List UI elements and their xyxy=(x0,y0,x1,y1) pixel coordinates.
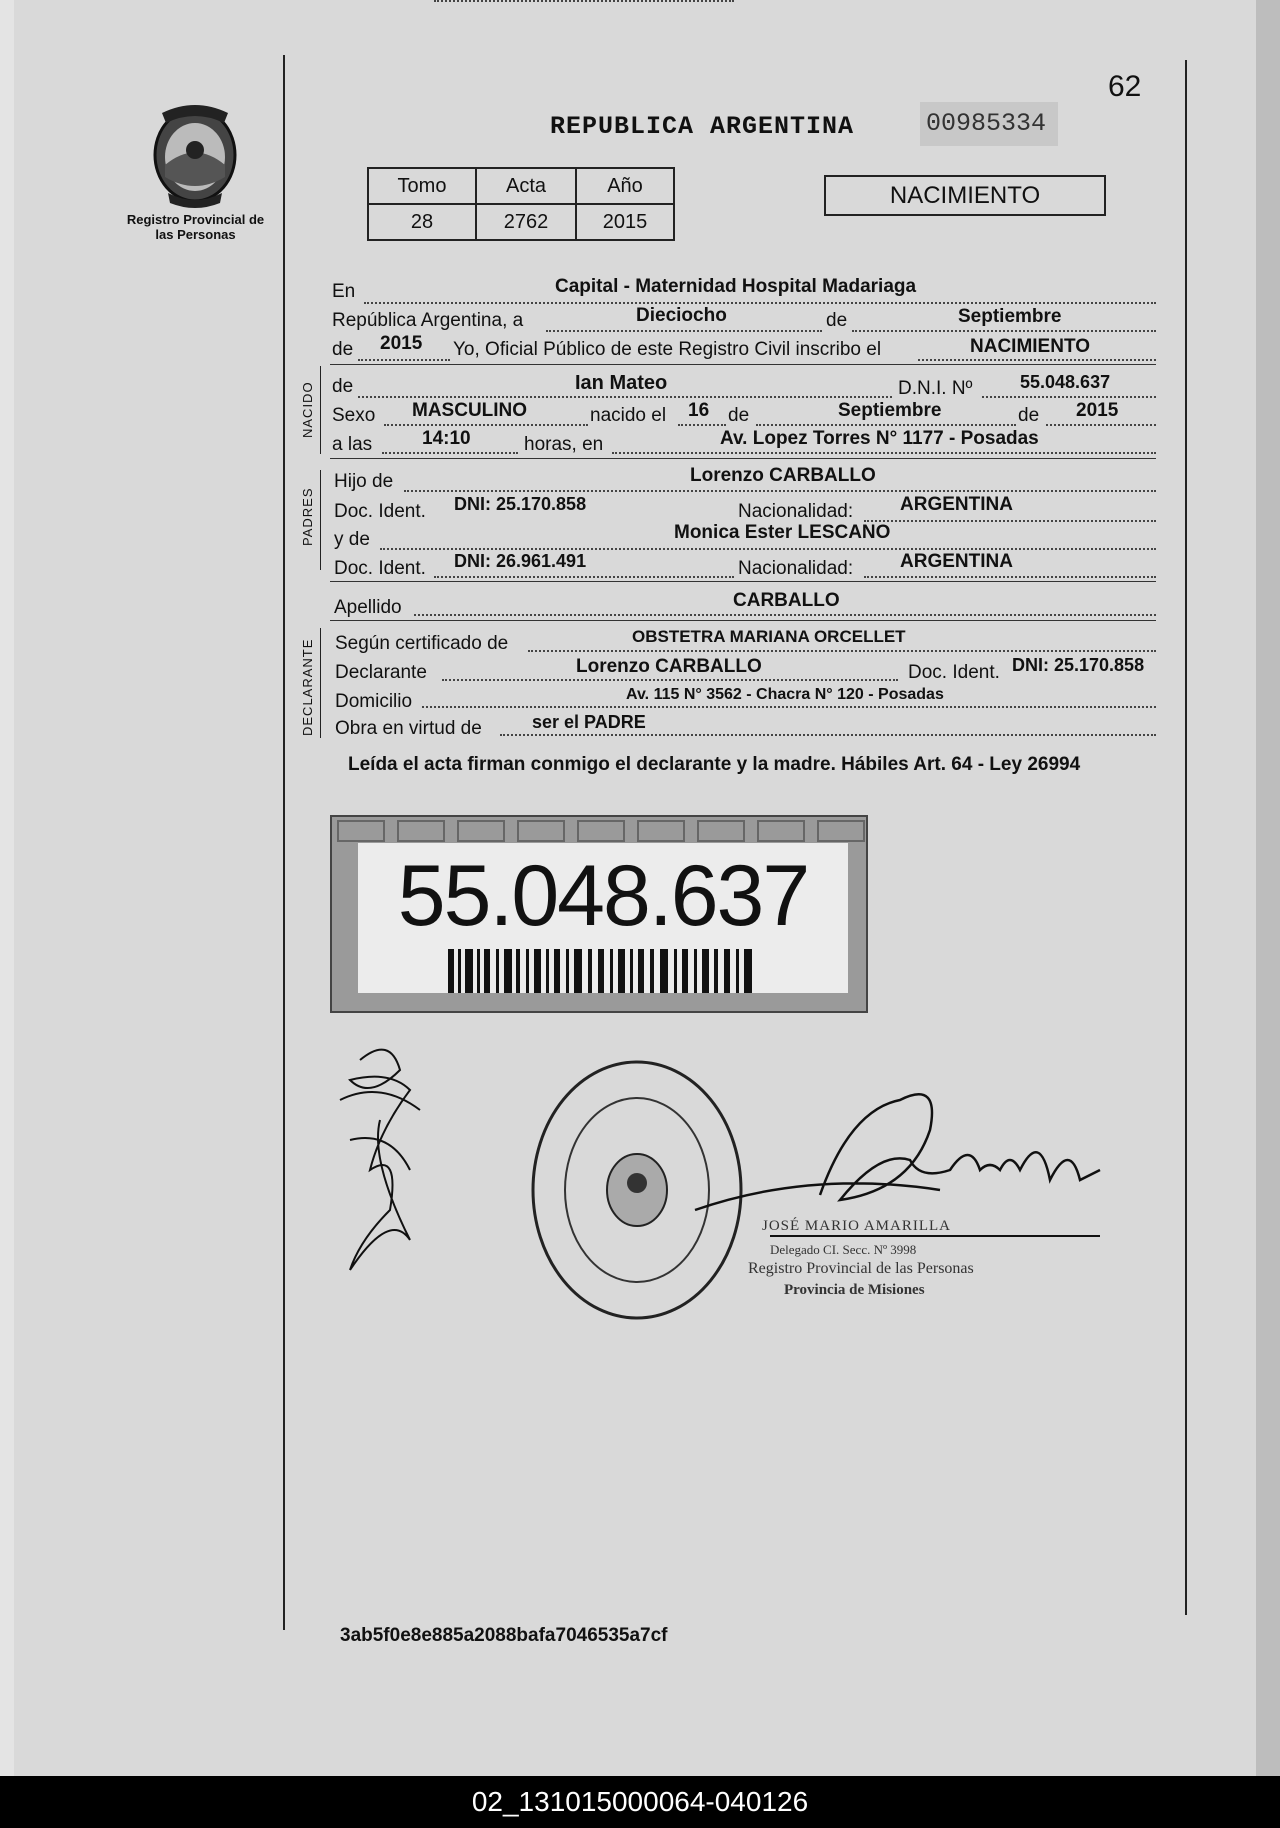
surname-value: CARBALLO xyxy=(733,590,840,611)
dotted-line xyxy=(364,302,1156,304)
declarant-signature xyxy=(330,1040,440,1280)
name-value: Ian Mateo xyxy=(575,372,668,394)
official-name: JOSÉ MARIO AMARILLA xyxy=(762,1218,952,1234)
dotted-line xyxy=(678,424,726,426)
year-value: 2015 xyxy=(380,333,423,354)
left-margin-line xyxy=(283,55,285,1630)
dotted-line xyxy=(380,548,1156,550)
misiones-coat-of-arms-logo xyxy=(140,95,250,210)
label-hijo-de: Hijo de xyxy=(334,471,394,492)
right-margin-line xyxy=(1185,60,1187,1615)
father-value: Lorenzo CARBALLO xyxy=(690,465,876,486)
label-de-year: de xyxy=(332,339,354,360)
section-label-declarante: DECLARANTE xyxy=(300,638,315,736)
label-obra: Obra en virtud de xyxy=(335,718,482,739)
day-value: Dieciocho xyxy=(636,305,727,326)
label-de-name: de xyxy=(332,376,354,397)
mother-doc-value: DNI: 26.961.491 xyxy=(454,551,587,571)
by-virtue-value: ser el PADRE xyxy=(532,712,646,732)
official-province: Provincia de Misiones xyxy=(784,1282,925,1298)
mother-nat-value: ARGENTINA xyxy=(900,551,1013,572)
certificate-value: OBSTETRA MARIANA ORCELLET xyxy=(632,627,906,646)
dotted-line xyxy=(864,520,1156,522)
acta-value: 2762 xyxy=(476,204,576,240)
label-horas-en: horas, en xyxy=(524,434,604,455)
section-label-padres: PADRES xyxy=(300,487,315,546)
section-bracket xyxy=(320,470,321,570)
logo-label: Registro Provincial de las Personas xyxy=(126,212,265,242)
closing-note: Leída el acta firman conmigo el declarante y la madre. Hábiles Art. 64 - Ley 26994 xyxy=(348,754,1081,775)
section-bracket xyxy=(320,366,321,454)
section-divider xyxy=(330,620,1156,621)
dni-value: 55.048.637 xyxy=(1020,372,1111,392)
label-sexo: Sexo xyxy=(332,405,376,426)
month-value: Septiembre xyxy=(958,306,1062,327)
label-declarante: Declarante xyxy=(335,662,427,683)
label-doc-ident2: Doc. Ident. xyxy=(334,558,426,579)
dotted-line xyxy=(358,396,892,398)
label-apellido: Apellido xyxy=(334,597,402,618)
barcode-icon xyxy=(448,949,758,993)
ano-header: Año xyxy=(576,168,674,204)
sex-value: MASCULINO xyxy=(412,400,528,421)
ano-value: 2015 xyxy=(576,204,674,240)
birth-year-value: 2015 xyxy=(1076,400,1119,421)
declarant-doc-value: DNI: 25.170.858 xyxy=(1012,655,1145,675)
dotted-line xyxy=(1046,424,1156,426)
label-nacionalidad2: Nacionalidad: xyxy=(738,558,854,579)
dotted-line xyxy=(500,734,1156,736)
label-segun: Según certificado de xyxy=(335,633,509,654)
label-a-las: a las xyxy=(332,434,373,455)
registry-table xyxy=(367,167,675,241)
dotted-line xyxy=(918,359,1156,361)
label-yo: Yo, Oficial Público de este Registro Civil inscribo el xyxy=(453,339,882,360)
dotted-line xyxy=(528,650,1156,652)
dotted-line xyxy=(358,359,450,361)
section-divider xyxy=(330,581,1156,582)
dotted-line xyxy=(612,452,1156,454)
section-bracket xyxy=(320,628,321,738)
dotted-line xyxy=(442,679,898,681)
dni-sticker-label xyxy=(358,843,848,993)
inscribe-type-value: NACIMIENTO xyxy=(970,336,1090,357)
country-title: REPUBLICA ARGENTINA xyxy=(550,112,855,141)
section-divider xyxy=(330,364,1156,365)
birth-place-value: Av. Lopez Torres N° 1177 - Posadas xyxy=(720,428,1039,449)
dotted-line xyxy=(404,490,1156,492)
label-dni: D.N.I. Nº xyxy=(898,378,973,399)
dotted-line xyxy=(434,576,734,578)
tomo-header: Tomo xyxy=(368,168,476,204)
label-y-de: y de xyxy=(334,529,370,550)
label-nacionalidad: Nacionalidad: xyxy=(738,501,854,522)
page-edge xyxy=(1256,0,1280,1776)
official-office: Registro Provincial de las Personas xyxy=(748,1260,974,1277)
birth-month-value: Septiembre xyxy=(838,400,942,421)
father-nat-value: ARGENTINA xyxy=(900,494,1013,515)
dotted-line xyxy=(422,706,1156,708)
tomo-value: 28 xyxy=(368,204,476,240)
dotted-line xyxy=(434,0,734,2)
dotted-line xyxy=(756,424,1016,426)
footer-code-bar: 02_131015000064-040126 xyxy=(0,1776,1280,1828)
dotted-line xyxy=(852,330,1156,332)
official-role: Delegado CI. Secc. Nº 3998 xyxy=(770,1242,917,1257)
label-nacido-el: nacido el xyxy=(590,405,667,426)
dni-sticker xyxy=(330,815,868,1013)
dotted-line xyxy=(864,576,1156,578)
dotted-line xyxy=(982,396,1156,398)
place-value: Capital - Maternidad Hospital Madariaga xyxy=(555,276,917,297)
label-en: En xyxy=(332,281,356,302)
dni-sticker-number: 55.048.637 xyxy=(397,848,809,944)
serial-number: 00985334 xyxy=(920,102,1058,146)
birth-day-value: 16 xyxy=(688,400,710,421)
acta-header: Acta xyxy=(476,168,576,204)
dotted-line xyxy=(546,330,822,332)
document-hash: 3ab5f0e8e885a2088bafa7046535a7cf xyxy=(340,1625,668,1646)
section-label-nacido: NACIDO xyxy=(300,381,315,438)
label-domicilio: Domicilio xyxy=(335,691,413,712)
dotted-line xyxy=(382,452,518,454)
label-doc-ident3: Doc. Ident. xyxy=(908,662,1000,683)
dotted-line xyxy=(414,614,1156,616)
document-type-box: NACIMIENTO xyxy=(824,175,1106,216)
official-signature xyxy=(690,1070,1110,1240)
dotted-line xyxy=(384,424,588,426)
label-de: de xyxy=(826,310,848,331)
label-de-year2: de xyxy=(1018,405,1040,426)
declarant-value: Lorenzo CARBALLO xyxy=(576,656,762,677)
section-divider xyxy=(330,458,1156,459)
father-doc-value: DNI: 25.170.858 xyxy=(454,494,587,514)
address-value: Av. 115 N° 3562 - Chacra N° 120 - Posadas xyxy=(626,686,944,703)
page-number: 62 xyxy=(1108,70,1142,103)
label-doc-ident: Doc. Ident. xyxy=(334,501,426,522)
time-value: 14:10 xyxy=(422,428,471,449)
mother-value: Monica Ester LESCANO xyxy=(674,522,891,543)
label-republica: República Argentina, a xyxy=(332,310,524,331)
label-de-month: de xyxy=(728,405,750,426)
